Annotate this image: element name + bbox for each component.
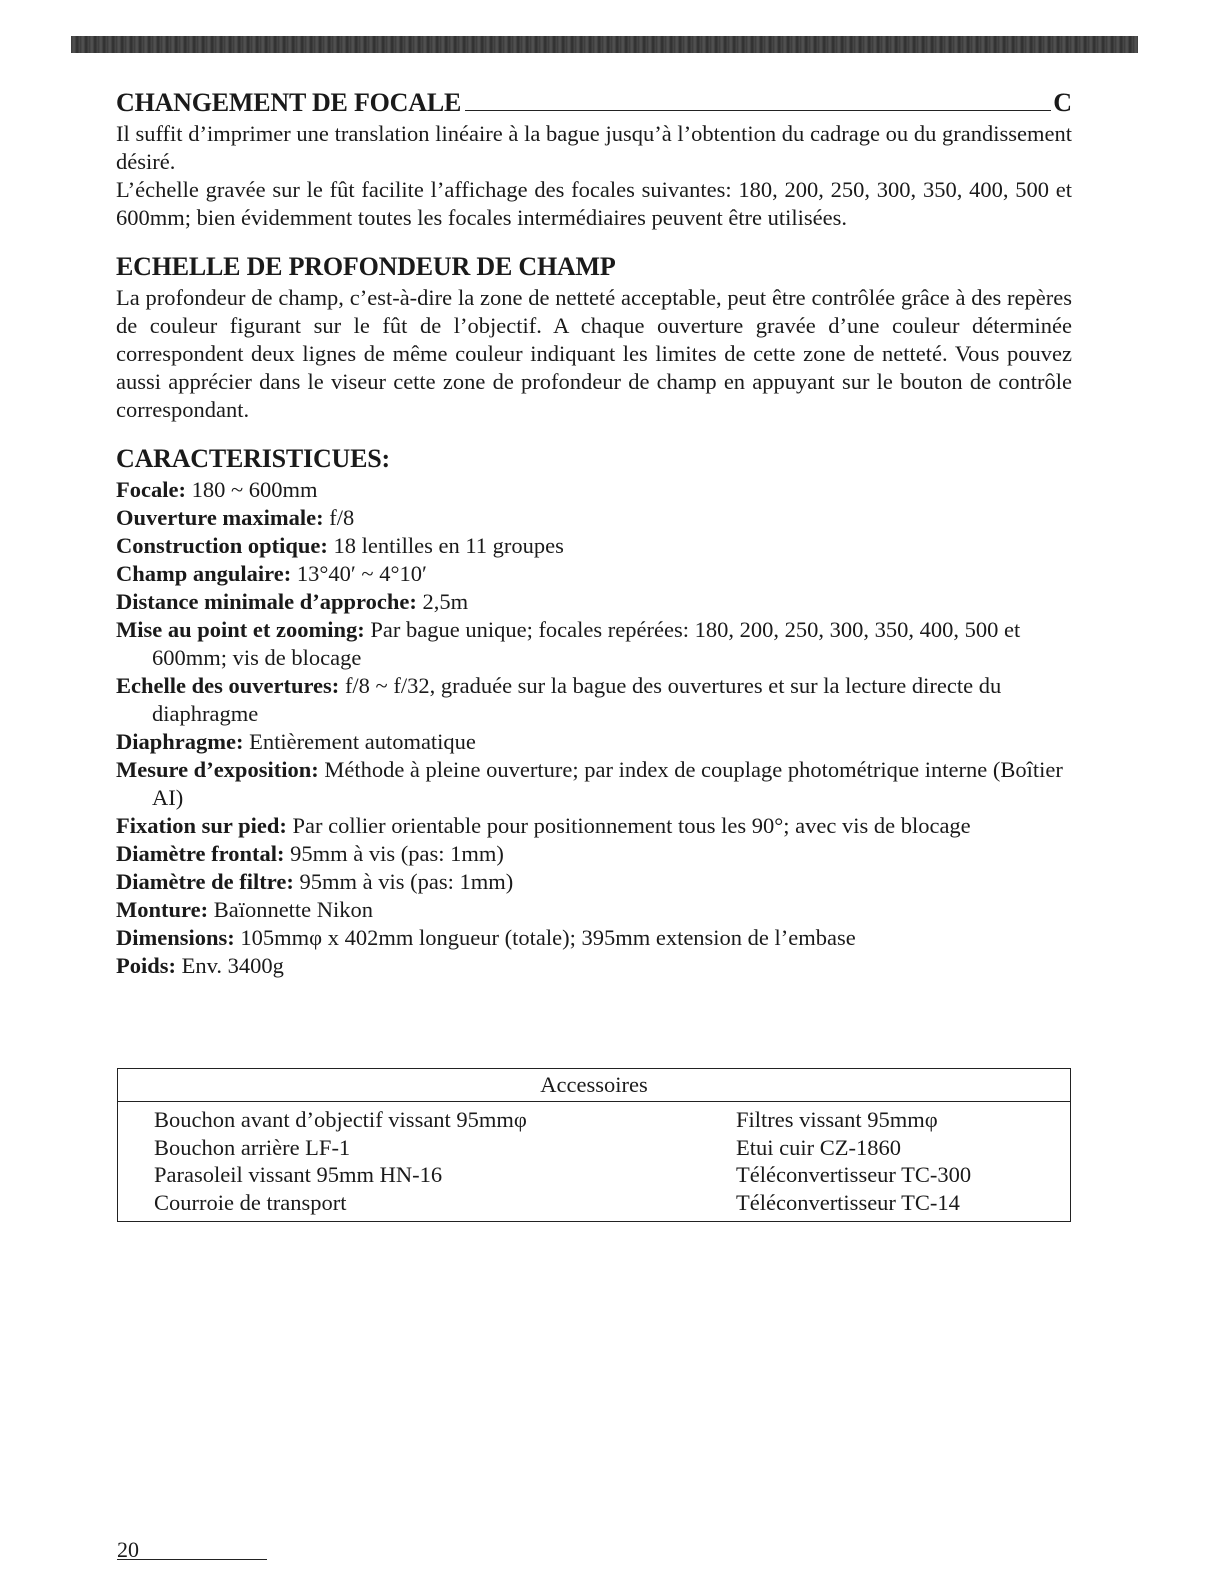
accessory-item: Parasoleil vissant 95mm HN-16 — [154, 1162, 443, 1187]
spec-label: Echelle des ouvertures: — [116, 673, 340, 698]
accessories-right-column — [736, 1106, 971, 1216]
spec-item — [116, 924, 1072, 952]
spec-label: Diaphragme: — [116, 729, 244, 754]
paragraph: L’échelle gravée sur le fût facilite l’affichage des focales suivantes: 180, 200, 250, 300, 350, 400, 500 et 600mm; bien évidemment toutes les focales intermédiaires peuvent être utilisées. — [116, 177, 1072, 230]
spec-item — [116, 532, 1072, 560]
spec-label: Dimensions: — [116, 925, 235, 950]
spec-item — [116, 756, 1072, 812]
accessory-item: Téléconvertisseur TC-14 — [736, 1189, 960, 1215]
page-number-rule — [117, 1559, 267, 1560]
spec-item — [116, 616, 1072, 672]
spec-value: 2,5m — [416, 589, 469, 614]
spec-item — [116, 476, 1072, 504]
spec-item — [116, 952, 1072, 980]
top-decorative-bar — [71, 36, 1138, 53]
spec-item — [116, 560, 1072, 588]
paragraph: Il suffit d’imprimer une translation linéaire à la bague jusqu’à l’obtention du cadrage ou du grandissement désiré. — [116, 121, 1072, 174]
spec-label: Diamètre frontal: — [116, 841, 285, 866]
spec-label: Distance minimale d’approche: — [116, 589, 417, 614]
accessory-item: Téléconvertisseur TC-300 — [736, 1162, 972, 1187]
page-content — [116, 86, 1072, 980]
spec-list — [116, 476, 1072, 980]
accessories-table — [117, 1068, 1071, 1222]
accessory-item: Etui cuir CZ-1860 — [736, 1134, 901, 1160]
section-changement-de-focale — [116, 86, 1072, 232]
spec-item — [116, 840, 1072, 868]
spec-label: Ouverture maximale: — [116, 505, 324, 530]
spec-value: Entièrement automatique — [243, 729, 476, 754]
section-heading-row — [116, 86, 1072, 120]
spec-label: Fixation sur pied: — [116, 813, 287, 838]
spec-value: Méthode à pleine ouverture; par index de couplage photométrique interne (Boîtier AI) — [152, 757, 1063, 810]
spec-value: Env. 3400g — [176, 953, 284, 978]
section-heading: ECHELLE DE PROFONDEUR DE CHAMP — [116, 252, 616, 281]
spec-item — [116, 588, 1072, 616]
spec-value: 18 lentilles en 11 groupes — [327, 533, 564, 558]
accessory-item: Filtres vissant 95mmφ — [736, 1107, 938, 1132]
spec-value: 95mm à vis (pas: 1mm) — [293, 869, 514, 894]
paragraph: La profondeur de champ, c’est-à-dire la zone de netteté acceptable, peut être contrôlée grâce à des repères de couleur figurant sur le fût de l’objectif. A chaque ouverture gravée d’une couleur déterminée correspondent deux lignes de même couleur indiquant les limites de cette zone de netteté. Vous pouvez aussi apprécier dans le viseur cette zone de profondeur de champ en appuyant sur le bouton de contrôle correspondant. — [116, 285, 1072, 422]
spec-label: Champ angulaire: — [116, 561, 292, 586]
spec-label: Focale: — [116, 477, 186, 502]
accessory-item: Courroie de transport — [154, 1189, 347, 1215]
accessory-item: Bouchon avant d’objectif vissant 95mmφ — [154, 1107, 527, 1132]
section-caracteristiques — [116, 442, 1072, 980]
section-profondeur-de-champ — [116, 250, 1072, 424]
accessories-left-column — [154, 1106, 736, 1216]
spec-item — [116, 504, 1072, 532]
section-heading: CARACTERISTICUES: — [116, 444, 390, 473]
spec-value: 105mmφ x 402mm longueur (totale); 395mm extension de l’embase — [234, 925, 856, 950]
spec-item — [116, 672, 1072, 728]
spec-label: Mise au point et zooming: — [116, 617, 365, 642]
spec-item — [116, 728, 1072, 756]
spec-value: Par bague unique; focales repérées: 180, 200, 250, 300, 350, 400, 500 et 600mm; vis de blocage — [152, 617, 1021, 670]
spec-value: Par collier orientable pour positionnement tous les 90°; avec vis de blocage — [286, 813, 971, 838]
accessories-title: Accessoires — [118, 1069, 1070, 1102]
spec-value: 95mm à vis (pas: 1mm) — [284, 841, 504, 866]
spec-value: f/8 — [323, 505, 355, 530]
accessory-item: Bouchon arrière LF-1 — [154, 1134, 351, 1160]
spec-value: Baïonnette Nikon — [208, 897, 374, 922]
spec-value: 180 ~ 600mm — [185, 477, 318, 502]
spec-item — [116, 812, 1072, 840]
spec-label: Poids: — [116, 953, 177, 978]
spec-label: Construction optique: — [116, 533, 328, 558]
spec-value: 13°40′ ~ 4°10′ — [291, 561, 427, 586]
spec-item — [116, 896, 1072, 924]
accessories-columns — [118, 1102, 1070, 1216]
page-number: 20 — [117, 1537, 139, 1562]
spec-label: Diamètre de filtre: — [116, 869, 294, 894]
spec-label: Mesure d’exposition: — [116, 757, 319, 782]
heading-rule — [465, 110, 1051, 111]
spec-item — [116, 868, 1072, 896]
section-marker: C — [1053, 88, 1072, 117]
section-heading: CHANGEMENT DE FOCALE — [116, 88, 462, 117]
spec-label: Monture: — [116, 897, 209, 922]
spec-value: f/8 ~ f/32, graduée sur la bague des ouvertures et sur la lecture directe du diaphragme — [152, 673, 1002, 726]
